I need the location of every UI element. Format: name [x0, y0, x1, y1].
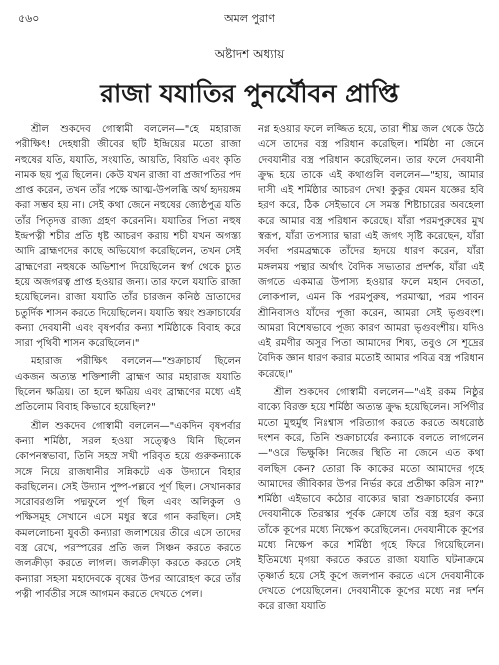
running-head: অমল পুরাণ [224, 12, 275, 25]
paragraph: শ্রীল শুকদেব গোস্বামী বললেন—"হে মহারাজ পরীক্ষিৎ! দেহধারী জীবের ছটি ইন্দ্রিয়ের মতো রাজা নহুষের যতি, যযাতি, সংযাতি, আয়তি, বিয়তি এবং কৃতি নামক ছয় পুত্র ছিলেন। কেউ যখন রাজা বা প্রজাপতির পদ প্রাপ্ত করেন, তখন তাঁর পক্ষে আত্ম-উপলব্ধি অর্থ হৃদয়ঙ্গম করা সম্ভব হয় না। সেই কথা জেনে নহুষের জ্যেষ্ঠপুত্র যতি তাঁর পিতৃদত্ত রাজ্য গ্রহণ করেননি। যযাতির পিতা নহুষ ইন্দ্রপত্নী শচীর প্রতি ধৃষ্ট আচরণ করায় শচী যখন অগস্ত্য আদি ব্রাহ্মণদের কাছে অভিযোগ করেছিলেন, তখন সেই ব্রাহ্মণেরা নহুষকে অভিশাপ দিয়েছিলেন স্বর্গ থেকে চ্যুত হয়ে অজগরত্ব প্রাপ্ত হওয়ার জন্য। তার ফলে যযাতি রাজা হয়েছিলেন। রাজা যযাতি তাঁর চারজন কনিষ্ঠ ভ্রাতাদের চতুর্দিক শাসন করতে দিয়েছিলেন। যযাতি স্বয়ং শুক্রাচার্যের কন্যা দেবযানী এবং বৃষপর্বার কন্যা শর্মিষ্ঠাকে বিবাহ করে সারা পৃথিবী শাসন করেছিলেন।" [15, 124, 241, 350]
left-column [15, 122, 241, 657]
paragraph: শ্রীল শুকদেব গোস্বামী বললেন—"একদিন বৃষপর্বার কন্যা শর্মিষ্ঠা, সরল হওয়া সত্ত্বেও যিনি ছিলেন কোপনস্বভাবা, তিনি সহস্র সখী পরিবৃত হয়ে গুরুকন্যাকে সঙ্গে নিয়ে রাজধানীর সন্নিকটে এক উদ্যানে বিহার করছিলেন। সেই উদ্যান পুষ্প-পল্লবে পূর্ণ ছিল। সেখানকার সরোবরগুলি পদ্মফুলে পূর্ণ ছিল এবং অলিকুল ও পক্ষিসমূহ সেখানে এসে মধুর স্বরে গান করছিল। সেই কমললোচনা যুবতী কন্যারা জলাশয়ের তীরে এসে তাদের বস্ত্র রেখে, পরস্পরের প্রতি জল সিঞ্চন করতে করতে জলক্রীড়া করতে লাগল। জলক্রীড়া করতে করতে সেই কন্যারা সহসা মহাদেবকে বৃষের উপর আরোহণ করে তাঁর পত্নী পার্বতীর সঙ্গে আগমন করতে দেখতে পেল। [15, 420, 241, 600]
chapter-label: অষ্টাদশ অধ্যায় [214, 47, 285, 61]
right-column [258, 122, 484, 657]
page-number: ৫৬০ [18, 12, 40, 25]
paragraph: মহারাজ পরীক্ষিৎ বললেন—"শুক্রাচার্য ছিলেন একজন অত্যন্ত শক্তিশালী ব্রাহ্মণ আর মহারাজ যযাতি ছিলেন ক্ষত্রিয়। তা হলে ক্ষত্রিয় এবং ব্রাহ্মণের মধ্যে এই প্রতিলোম বিবাহ কিভাবে হয়েছিল?" [15, 356, 241, 414]
paragraph: শ্রীল শুকদেব গোস্বামী বললেন—"এই রকম নিষ্ঠুর বাক্যে বিরক্ত হয়ে শর্মিষ্ঠা অত্যন্ত ক্রুদ্ধ হয়েছিলেন। সর্পিণীর মতো মুহুর্মুহু নিঃশ্বাস পরিত্যাগ করতে করতে অধরোষ্ঠ দংশন করে, তিনি শুক্রাচার্যের কন্যাকে বলতে লাগলেন—"ওরে ভিক্ষুকি! নিজের স্থিতি না জেনে এত কথা বলছিস কেন? তোরা কি কাকের মতো আমাদের গৃহে আমাদের জীবিকার উপর নির্ভর করে প্রতীক্ষা করিস না?" শর্মিষ্ঠা এইভাবে কঠোর বাক্যের দ্বারা শুক্রাচার্যের কন্যা দেবযানীকে তিরস্কার পূর্বক ক্রোধে তাঁর বস্ত্র হরণ করে তাঁকে কূপের মধ্যে নিক্ষেপ করেছিলেন। দেবযানীকে কূপের মধ্যে নিক্ষেপ করে শর্মিষ্ঠা গৃহে ফিরে গিয়েছিলেন। ইতিমধ্যে মৃগয়া করতে করতে রাজা যযাতি ঘটনাক্রমে তৃষ্ণার্ত হয়ে সেই কূপে জলপান করতে এসে দেবযানীকে দেখতে পেয়েছিলেন। দেবযানীকে কূপের মধ্যে নগ্ন দর্শন করে রাজা যযাতি [258, 387, 484, 613]
paragraph: নগ্ন হওয়ার ফলে লজ্জিত হয়ে, তারা শীঘ্র জল থেকে উঠে এসে তাদের বস্ত্র পরিধান করেছিল। শর্মিষ্ঠা না জেনে দেবযানীর বস্ত্র পরিধান করেছিলেন। তার ফলে দেবযানী ক্রুদ্ধ হয়ে তাকে এই কথাগুলি বললেন—"হায়, আমার দাসী এই শর্মিষ্ঠার আচরণ দেখ! কুকুর যেমন যজ্ঞের হবি হরণ করে, ঠিক সেইভাবে সে সমস্ত শিষ্টাচারের অবহেলা করে আমার বস্ত্র পরিধান করেছে। যাঁরা পরমপুরুষের মুখ স্বরূপ, যাঁরা তপস্যার দ্বারা এই জগৎ সৃষ্টি করেছেন, যাঁরা সর্বদা পরমব্রহ্মকে তাঁদের হৃদয়ে ধারণ করেন, যাঁরা মঙ্গলময় পন্থার অর্থাৎ বৈদিক সভ্যতার প্রদর্শক, যাঁরা এই জগতে একমাত্র উপাস্য হওয়ার ফলে মহান দেবতা, লোকপাল, এমন কি পরমপুরুষ, পরমাত্মা, পরম পাবন শ্রীনিবাসও যাঁদের পূজা করেন, আমরা সেই ভৃগুবংশ। আমরা বিশেষভাবে পূজ্য কারণ আমরা ভৃগুবংশীয়। যদিও এই রমণীর অসুর পিতা আমাদের শিষ্য, তবুও সে শূদ্রের বৈদিক জ্ঞান ধারণ করার মতোই আমার পবিত্র বস্ত্র পরিধান করেছে।" [258, 124, 484, 380]
chapter-title: রাজা যযাতির পুনর্যৌবন প্রাপ্তি [100, 79, 399, 108]
